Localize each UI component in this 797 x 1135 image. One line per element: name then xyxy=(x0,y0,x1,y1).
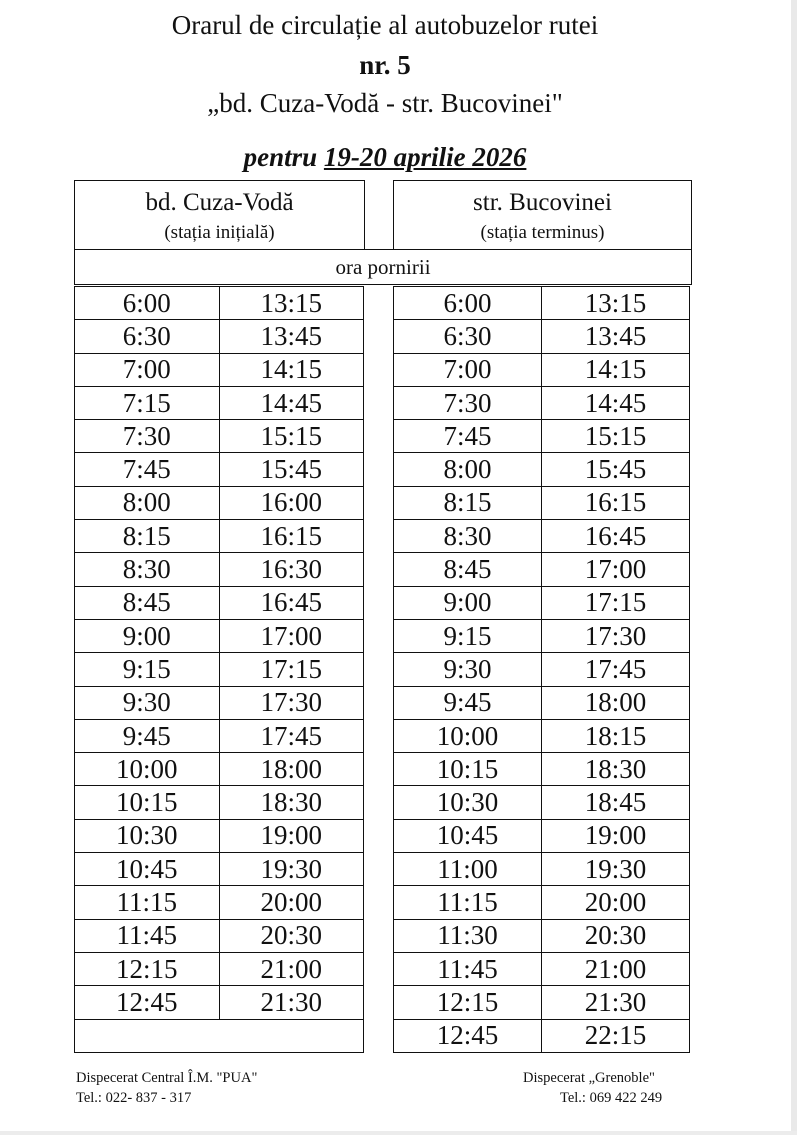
morning-departure-time: 11:45 xyxy=(75,919,220,952)
morning-departure-time: 10:00 xyxy=(394,719,542,752)
table-row xyxy=(75,919,364,952)
table-row xyxy=(75,353,364,386)
afternoon-departure-time: 21:30 xyxy=(542,986,690,1019)
afternoon-departure-time: 19:30 xyxy=(219,853,364,886)
afternoon-departure-time: 17:15 xyxy=(542,586,690,619)
afternoon-departure-time: 19:30 xyxy=(542,853,690,886)
morning-departure-time: 12:45 xyxy=(75,986,220,1019)
page-bottom-edge xyxy=(0,1131,797,1135)
schedule-title: Orarul de circulație al autobuzelor rutei xyxy=(171,10,599,40)
table-row xyxy=(394,653,690,686)
left-dispatcher-name: Dispecerat Central Î.M. "PUA" xyxy=(76,1070,258,1086)
afternoon-departure-time: 18:00 xyxy=(219,753,364,786)
afternoon-departure-time: 16:45 xyxy=(542,520,690,553)
timetable-header xyxy=(74,180,692,285)
table-row xyxy=(394,753,690,786)
morning-departure-time: 6:00 xyxy=(394,287,542,320)
afternoon-departure-time: 19:00 xyxy=(542,819,690,852)
morning-departure-time: 8:45 xyxy=(394,553,542,586)
left-stop-name: bd. Cuza-Vodă xyxy=(145,189,294,216)
schedule-date xyxy=(0,142,770,173)
afternoon-departure-time: 18:00 xyxy=(542,686,690,719)
morning-departure-time: 10:15 xyxy=(394,753,542,786)
table-row xyxy=(394,886,690,919)
table-row xyxy=(394,586,690,619)
table-row xyxy=(75,486,364,519)
table-row xyxy=(75,1019,364,1052)
table-row xyxy=(394,1019,690,1052)
morning-departure-time: 8:45 xyxy=(75,586,220,619)
morning-departure-time: 6:30 xyxy=(75,320,220,353)
morning-departure-time: 11:00 xyxy=(394,853,542,886)
table-row xyxy=(75,287,364,320)
route-name: „bd. Cuza-Vodă - str. Bucovinei" xyxy=(207,88,563,118)
afternoon-departure-time: 21:00 xyxy=(542,952,690,985)
morning-departure-time: 8:00 xyxy=(75,486,220,519)
table-row xyxy=(75,386,364,419)
morning-departure-time: 11:15 xyxy=(394,886,542,919)
table-row xyxy=(75,453,364,486)
table-row xyxy=(394,320,690,353)
right-stop-note: (stația terminus) xyxy=(480,222,605,243)
morning-departure-time: 6:00 xyxy=(75,287,220,320)
afternoon-departure-time: 15:45 xyxy=(219,453,364,486)
morning-departure-time: 9:00 xyxy=(394,586,542,619)
table-row xyxy=(75,520,364,553)
morning-departure-time: 10:45 xyxy=(394,819,542,852)
afternoon-departure-time: 17:30 xyxy=(542,619,690,652)
table-row xyxy=(75,320,364,353)
table-row xyxy=(75,719,364,752)
table-row xyxy=(394,986,690,1019)
morning-departure-time: 10:15 xyxy=(75,786,220,819)
table-row xyxy=(394,520,690,553)
afternoon-departure-time: 14:45 xyxy=(219,386,364,419)
morning-departure-time: 7:15 xyxy=(75,386,220,419)
afternoon-departure-time: 18:30 xyxy=(219,786,364,819)
morning-departure-time: 9:45 xyxy=(75,719,220,752)
afternoon-departure-time: 18:15 xyxy=(542,719,690,752)
afternoon-departure-time: 15:45 xyxy=(542,453,690,486)
morning-departure-time: 7:30 xyxy=(394,386,542,419)
morning-departure-time: 8:00 xyxy=(394,453,542,486)
afternoon-departure-time: 20:00 xyxy=(219,886,364,919)
table-row xyxy=(394,420,690,453)
table-row xyxy=(394,819,690,852)
right-dispatcher-name: Dispecerat „Grenoble" xyxy=(523,1070,655,1086)
afternoon-departure-time: 17:45 xyxy=(219,719,364,752)
afternoon-departure-time: 14:15 xyxy=(542,353,690,386)
afternoon-departure-time: 16:45 xyxy=(219,586,364,619)
right-timetable xyxy=(393,286,690,1053)
morning-departure-time: 8:15 xyxy=(394,486,542,519)
left-stop-header xyxy=(75,181,365,250)
afternoon-departure-time: 15:15 xyxy=(542,420,690,453)
table-row xyxy=(75,786,364,819)
afternoon-departure-time: 17:00 xyxy=(219,619,364,652)
afternoon-departure-time: 17:15 xyxy=(219,653,364,686)
afternoon-departure-time: 13:15 xyxy=(542,287,690,320)
afternoon-departure-time: 22:15 xyxy=(542,1019,690,1052)
table-row xyxy=(394,486,690,519)
morning-departure-time: 9:15 xyxy=(75,653,220,686)
empty-cell xyxy=(75,1019,364,1052)
afternoon-departure-time: 16:15 xyxy=(542,486,690,519)
afternoon-departure-time: 15:15 xyxy=(219,420,364,453)
morning-departure-time: 11:15 xyxy=(75,886,220,919)
morning-departure-time: 10:45 xyxy=(75,853,220,886)
morning-departure-time: 6:30 xyxy=(394,320,542,353)
afternoon-departure-time: 20:30 xyxy=(542,919,690,952)
date-value: 19-20 aprilie 2026 xyxy=(323,142,527,172)
table-row xyxy=(394,719,690,752)
page-edge xyxy=(791,0,797,1135)
table-row xyxy=(75,853,364,886)
afternoon-departure-time: 16:00 xyxy=(219,486,364,519)
afternoon-departure-time: 18:45 xyxy=(542,786,690,819)
morning-departure-time: 7:45 xyxy=(394,420,542,453)
right-dispatcher-phone: Tel.: 069 422 249 xyxy=(560,1090,663,1106)
afternoon-departure-time: 16:30 xyxy=(219,553,364,586)
morning-departure-time: 8:15 xyxy=(75,520,220,553)
afternoon-departure-time: 20:30 xyxy=(219,919,364,952)
table-row xyxy=(394,553,690,586)
route-number: nr. 5 xyxy=(359,50,411,80)
afternoon-departure-time: 18:30 xyxy=(542,753,690,786)
afternoon-departure-time: 13:45 xyxy=(219,320,364,353)
table-row xyxy=(394,287,690,320)
left-dispatcher-phone: Tel.: 022- 837 - 317 xyxy=(76,1090,192,1106)
table-row xyxy=(394,353,690,386)
column-gap xyxy=(365,181,394,250)
morning-departure-time: 9:30 xyxy=(75,686,220,719)
table-row xyxy=(394,619,690,652)
table-row xyxy=(394,386,690,419)
morning-departure-time: 12:15 xyxy=(394,986,542,1019)
morning-departure-time: 12:45 xyxy=(394,1019,542,1052)
table-row xyxy=(75,619,364,652)
morning-departure-time: 8:30 xyxy=(394,520,542,553)
afternoon-departure-time: 17:00 xyxy=(542,553,690,586)
table-row xyxy=(394,952,690,985)
table-row xyxy=(75,553,364,586)
table-row xyxy=(394,853,690,886)
morning-departure-time: 7:00 xyxy=(75,353,220,386)
afternoon-departure-time: 14:15 xyxy=(219,353,364,386)
departure-label: ora pornirii xyxy=(75,250,692,285)
morning-departure-time: 10:30 xyxy=(394,786,542,819)
afternoon-departure-time: 13:45 xyxy=(542,320,690,353)
afternoon-departure-time: 17:45 xyxy=(542,653,690,686)
morning-departure-time: 9:30 xyxy=(394,653,542,686)
morning-departure-time: 10:00 xyxy=(75,753,220,786)
morning-departure-time: 9:45 xyxy=(394,686,542,719)
table-row xyxy=(75,686,364,719)
morning-departure-time: 10:30 xyxy=(75,819,220,852)
afternoon-departure-time: 20:00 xyxy=(542,886,690,919)
table-row xyxy=(394,453,690,486)
table-row xyxy=(394,786,690,819)
morning-departure-time: 8:30 xyxy=(75,553,220,586)
afternoon-departure-time: 13:15 xyxy=(219,287,364,320)
afternoon-departure-time: 21:00 xyxy=(219,952,364,985)
morning-departure-time: 7:30 xyxy=(75,420,220,453)
date-prefix: pentru xyxy=(243,142,324,172)
table-row xyxy=(75,753,364,786)
afternoon-departure-time: 21:30 xyxy=(219,986,364,1019)
afternoon-departure-time: 16:15 xyxy=(219,520,364,553)
morning-departure-time: 11:30 xyxy=(394,919,542,952)
table-row xyxy=(75,952,364,985)
morning-departure-time: 9:00 xyxy=(75,619,220,652)
afternoon-departure-time: 17:30 xyxy=(219,686,364,719)
right-stop-name: str. Bucovinei xyxy=(473,189,612,216)
table-row xyxy=(75,420,364,453)
table-row xyxy=(75,986,364,1019)
table-row xyxy=(394,919,690,952)
table-row xyxy=(394,686,690,719)
right-stop-header xyxy=(394,181,692,250)
table-row xyxy=(75,653,364,686)
table-row xyxy=(75,886,364,919)
morning-departure-time: 7:45 xyxy=(75,453,220,486)
table-row xyxy=(75,819,364,852)
morning-departure-time: 12:15 xyxy=(75,952,220,985)
afternoon-departure-time: 19:00 xyxy=(219,819,364,852)
left-timetable xyxy=(74,286,364,1053)
morning-departure-time: 11:45 xyxy=(394,952,542,985)
morning-departure-time: 9:15 xyxy=(394,619,542,652)
left-stop-note: (stația inițială) xyxy=(164,222,275,243)
morning-departure-time: 7:00 xyxy=(394,353,542,386)
table-row xyxy=(75,586,364,619)
afternoon-departure-time: 14:45 xyxy=(542,386,690,419)
